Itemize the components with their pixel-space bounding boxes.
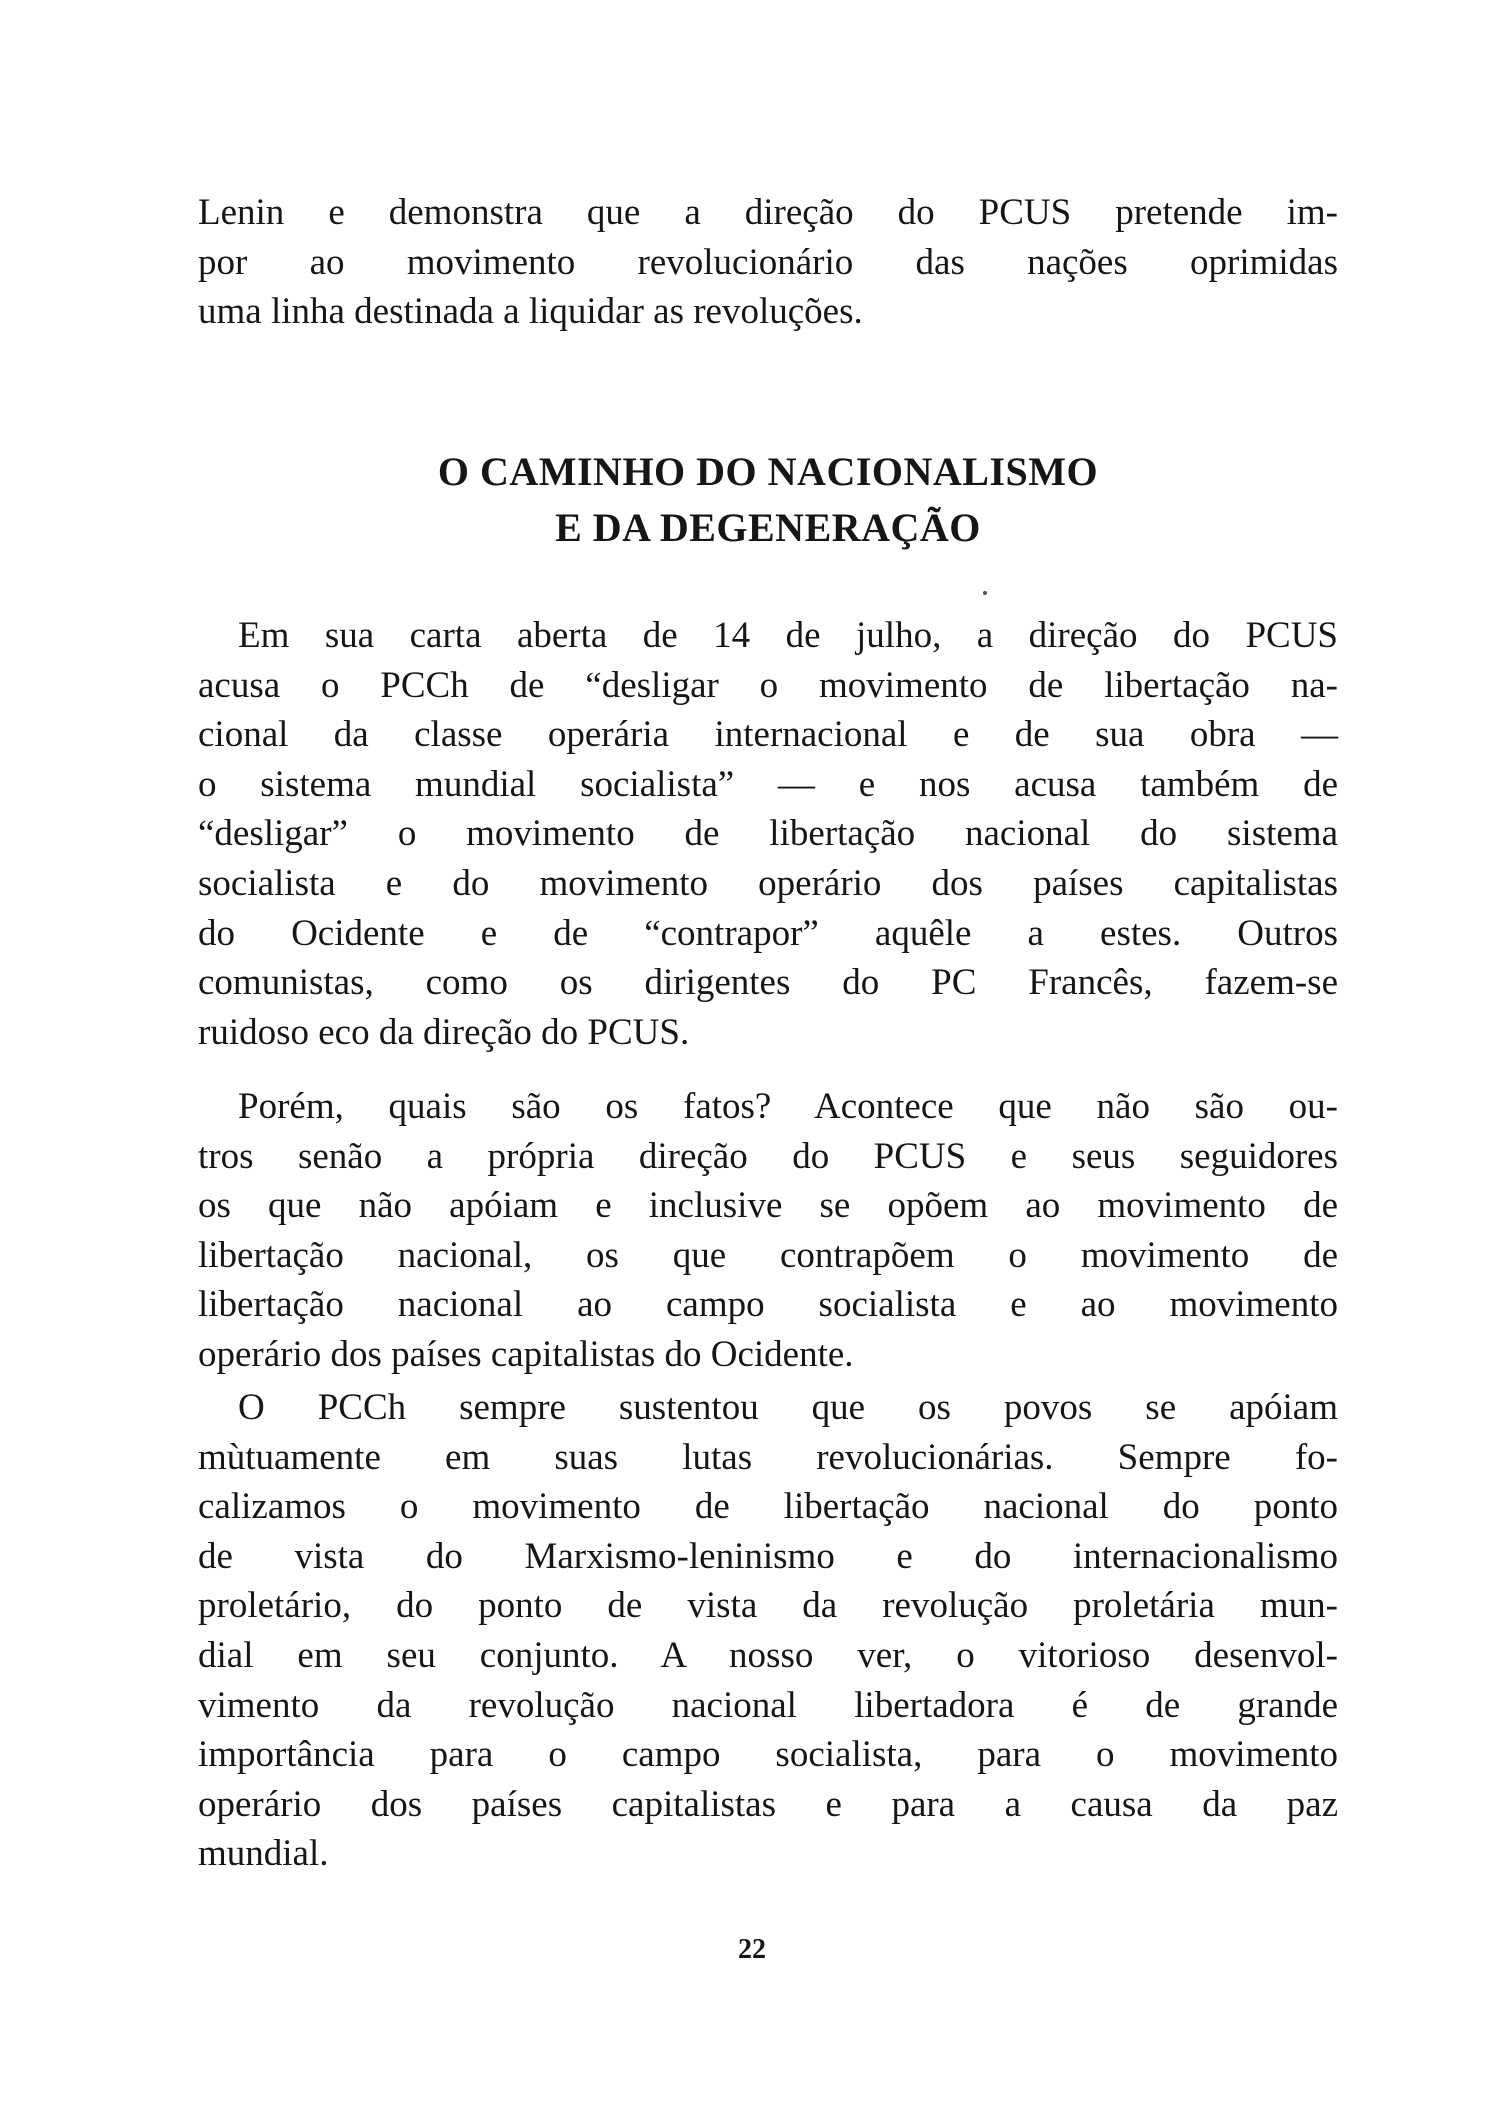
text-line: uma linha destinada a liquidar as revoluções. — [198, 291, 863, 333]
text-line: Em sua carta aberta de 14 de julho, a direção do PCUS — [238, 615, 1338, 656]
text-line: Lenin e demonstra que a direção do PCUS pretende im- — [198, 192, 1338, 233]
scan-speck — [983, 591, 987, 595]
text-line: libertação nacional ao campo socialista e ao movimento — [198, 1284, 1338, 1326]
text-line: tros senão a própria direção do PCUS e seus seguidores — [198, 1135, 1338, 1177]
section-heading-line-1: O CAMINHO DO NACIONALISMO — [437, 449, 1099, 494]
text-line: importância para o campo socialista, para o movimento — [198, 1734, 1338, 1776]
paragraph-1 — [198, 611, 1338, 1057]
text-line: libertação nacional, os que contrapõem o movimento de — [198, 1234, 1338, 1276]
text-line: socialista e do movimento operário dos países capitalistas — [198, 862, 1338, 904]
text-line: cional da classe operária internacional e de sua obra — — [198, 714, 1338, 756]
text-line: comunistas, como os dirigentes do PC Francês, fazem-se — [198, 962, 1338, 1004]
text-line: proletário, do ponto de vista da revolução proletária mun- — [198, 1585, 1338, 1627]
text-line: mùtuamente em suas lutas revolucionárias. Sempre fo- — [198, 1436, 1338, 1478]
text-line: do Ocidente e de “contrapor” aquêle a estes. Outros — [198, 912, 1338, 954]
text-line: acusa o PCCh de “desligar o movimento de libertação na- — [198, 664, 1338, 706]
paragraph-3 — [198, 1383, 1338, 1879]
section-heading-line-2: E DA DEGENERAÇÃO — [555, 505, 981, 550]
section-heading — [198, 444, 1338, 556]
text-line: de vista do Marxismo-leninismo e do internacionalismo — [198, 1535, 1338, 1577]
text-line: vimento da revolução nacional libertadora é de grande — [198, 1684, 1338, 1726]
text-line: dial em seu conjunto. A nosso ver, o vitorioso desenvol- — [198, 1634, 1338, 1676]
text-line: ruidoso eco da direção do PCUS. — [198, 1011, 690, 1053]
paragraph-2 — [198, 1082, 1338, 1380]
text-line: “desligar” o movimento de libertação nacional do sistema — [198, 813, 1338, 855]
text-line: os que não apóiam e inclusive se opõem ao movimento de — [198, 1185, 1338, 1227]
text-line: o sistema mundial socialista” — e nos acusa também de — [198, 763, 1338, 805]
text-line: calizamos o movimento de libertação nacional do ponto — [198, 1486, 1338, 1528]
page-number: 22 — [738, 1934, 766, 1965]
text-line: Porém, quais são os fatos? Acontece que não são ou- — [238, 1086, 1338, 1127]
text-line: por ao movimento revolucionário das nações oprimidas — [198, 241, 1338, 283]
text-line: mundial. — [198, 1833, 329, 1875]
intro-paragraph — [198, 188, 1338, 337]
text-line: operário dos países capitalistas e para a causa da paz — [198, 1783, 1338, 1825]
text-line: O PCCh sempre sustentou que os povos se apóiam — [238, 1387, 1338, 1428]
text-line: operário dos países capitalistas do Ocidente. — [198, 1333, 854, 1375]
